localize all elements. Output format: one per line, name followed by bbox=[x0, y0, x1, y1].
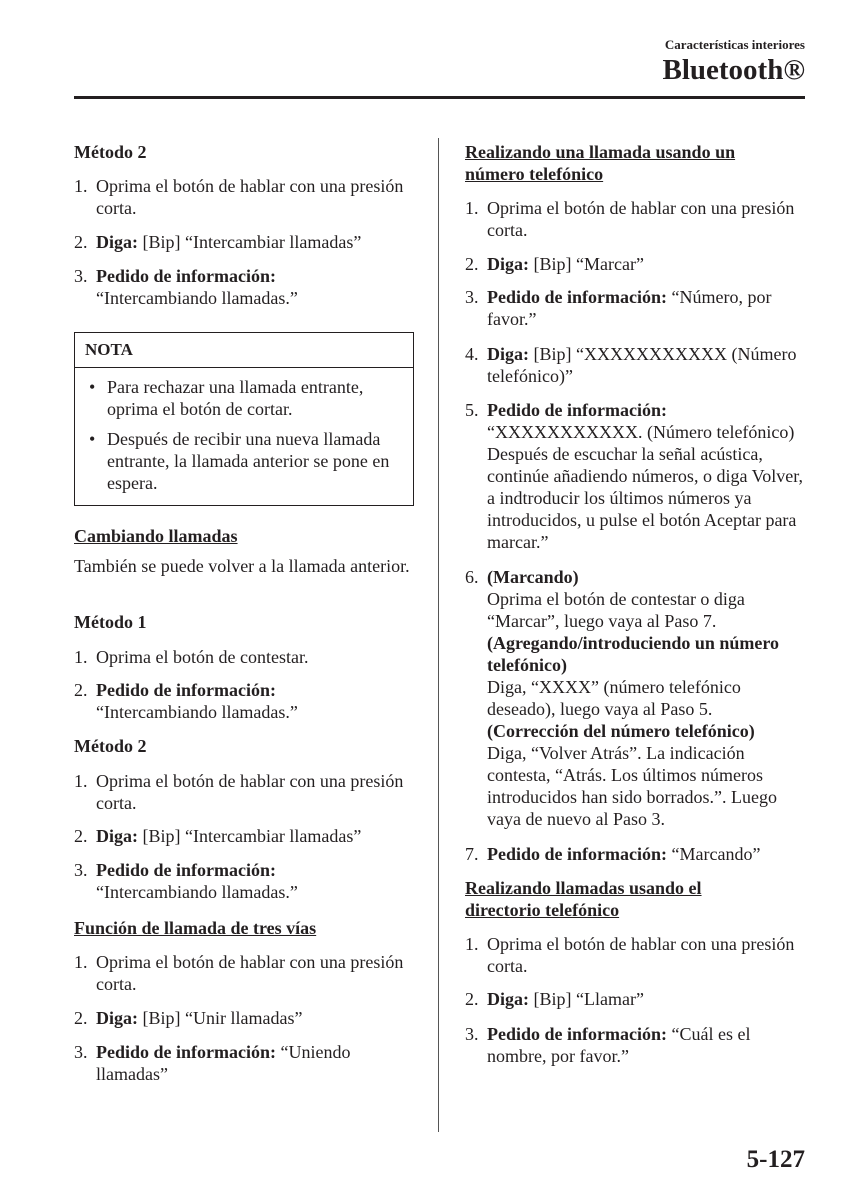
list-item: 2. Pedido de información: “Intercambiando llamadas.” bbox=[74, 680, 298, 722]
list-item: 2. Diga: [Bip] “Intercambiar llamadas” bbox=[74, 232, 362, 252]
list-item: 2. Diga: [Bip] “Marcar” bbox=[465, 254, 644, 274]
header-rule bbox=[74, 96, 805, 99]
list-item: 3. Pedido de información: “Intercambiando llamadas.” bbox=[74, 266, 298, 308]
list-item: 3. Pedido de información: “Número, por favor.” bbox=[465, 287, 772, 329]
section-label: Características interiores bbox=[664, 37, 805, 52]
heading-numero-telefonico: Realizando una llamada usando un número telefónico bbox=[465, 142, 736, 184]
list-item: 1. Oprima el botón de contestar. bbox=[74, 647, 309, 667]
list-item: 5. Pedido de información: “XXXXXXXXXXX. (Número telefónico) Después de escuchar la señal acústica, continúe añadiendo números, o diga Volver, a indtroducir los últimos números ya introducidos, u pulse el botón Aceptar para marcar.” bbox=[465, 400, 804, 552]
list-item: 3. Pedido de información: “Cuál es el nombre, por favor.” bbox=[465, 1024, 751, 1066]
list-item: 2. Diga: [Bip] “Intercambiar llamadas” bbox=[74, 826, 362, 846]
note-title: NOTA bbox=[75, 333, 413, 368]
page-number: 5-127 bbox=[746, 1146, 805, 1173]
paragraph: También se puede volver a la llamada anterior. bbox=[74, 556, 410, 576]
list-item: 2. Diga: [Bip] “Unir llamadas” bbox=[74, 1008, 303, 1028]
list-item: 7. Pedido de información: “Marcando” bbox=[465, 844, 761, 864]
column-divider bbox=[438, 138, 439, 1132]
heading-metodo-1: Método 1 bbox=[74, 612, 147, 632]
list-item: 1. Oprima el botón de hablar con una presión corta. bbox=[74, 952, 404, 994]
heading-directorio: Realizando llamadas usando el directorio telefónico bbox=[465, 878, 702, 920]
page-title: Bluetooth® bbox=[662, 54, 805, 86]
list-item: 1. Oprima el botón de hablar con una presión corta. bbox=[74, 176, 404, 218]
list-item: 1. Oprima el botón de hablar con una presión corta. bbox=[465, 934, 795, 976]
list-item: 1. Oprima el botón de hablar con una presión corta. bbox=[465, 198, 795, 240]
list-item: 1. Oprima el botón de hablar con una presión corta. bbox=[74, 771, 404, 813]
list-item: 4. Diga: [Bip] “XXXXXXXXXXX (Número telefónico)” bbox=[465, 344, 797, 386]
heading-tres-vias: Función de llamada de tres vías bbox=[74, 918, 317, 938]
heading-metodo-2: Método 2 bbox=[74, 142, 147, 162]
list-item: 6. (Marcando) Oprima el botón de contestar o diga “Marcar”, luego vaya al Paso 7. (Agregando/introduciendo un número telefónico) Diga, “XXXX” (número telefónico deseado), luego vaya al Paso 5. (Corrección del número telefónico) Diga, “Volver Atrás”. La indicación contesta, “Atrás. Los últimos números introducidos han sido borrados.”. Luego vaya de nuevo al Paso 3. bbox=[465, 567, 780, 829]
heading-cambiando-llamadas: Cambiando llamadas bbox=[74, 526, 238, 546]
list-item: 2. Diga: [Bip] “Llamar” bbox=[465, 989, 644, 1009]
heading-metodo-2: Método 2 bbox=[74, 736, 147, 756]
note-box bbox=[74, 332, 414, 506]
note-bullet: • Para rechazar una llamada entrante, oprima el botón de cortar. bbox=[89, 377, 364, 419]
list-item: 3. Pedido de información: “Intercambiando llamadas.” bbox=[74, 860, 298, 902]
list-item: 3. Pedido de información: “Uniendo llamadas” bbox=[74, 1042, 351, 1084]
note-bullet: • Después de recibir una nueva llamada entrante, la llamada anterior se pone en espera. bbox=[89, 429, 390, 493]
